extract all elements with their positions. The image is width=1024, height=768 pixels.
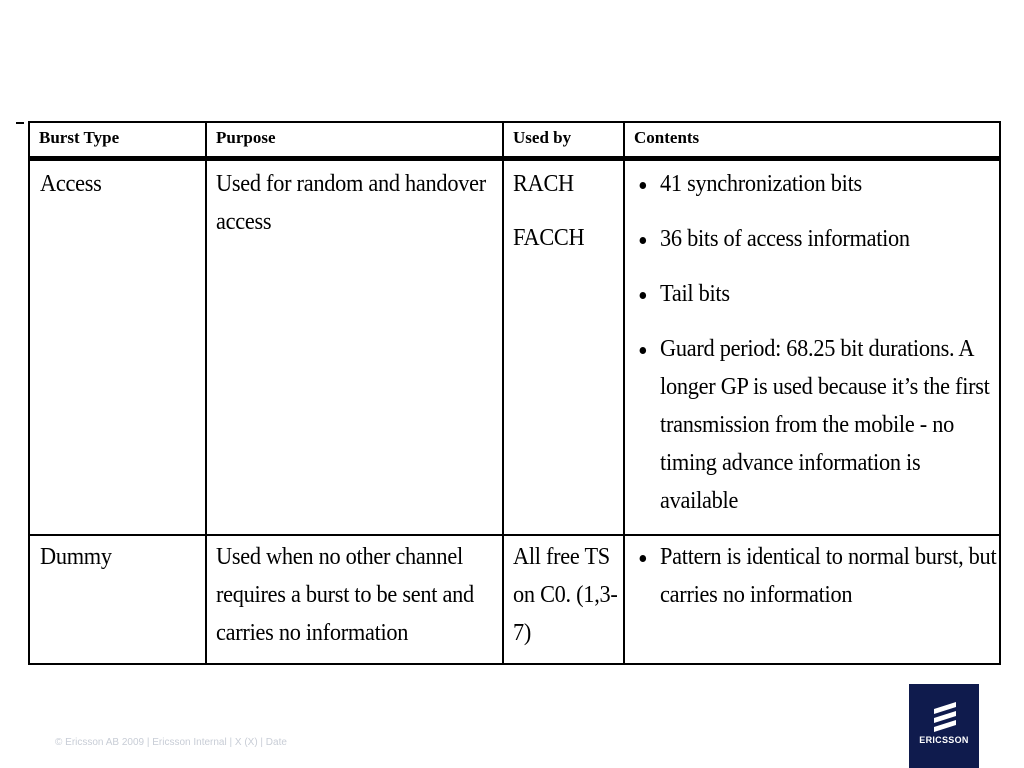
column-divider: [205, 123, 207, 663]
row-dummy-burst-type: Dummy: [40, 544, 112, 570]
used-by-item: RACH: [513, 171, 574, 197]
contents-bullet: 41 synchronization bits: [634, 165, 997, 203]
contents-bullet-list: [634, 165, 997, 520]
row-dummy-contents: [634, 538, 997, 631]
header-burst-type: Burst Type: [39, 128, 120, 147]
ericsson-logo: [909, 684, 979, 768]
used-by-item: FACCH: [513, 225, 585, 251]
column-divider: [502, 123, 504, 663]
contents-bullet: Tail bits: [634, 275, 997, 313]
contents-bullet: 36 bits of access information: [634, 220, 997, 258]
contents-bullet-list: [634, 538, 997, 614]
slide-footer: © Ericsson AB 2009 | Ericsson Internal | X (X) | Date: [55, 737, 287, 748]
contents-bullet: Pattern is identical to normal burst, but carries no information: [634, 538, 997, 614]
table-header-row: [30, 123, 999, 158]
row-dummy-used-by: All free TS on C0. (1,3-7): [513, 544, 618, 646]
header-divider: [30, 158, 999, 161]
header-contents: Contents: [634, 128, 700, 147]
contents-bullet: Guard period: 68.25 bit durations. A longer GP is used because it’s the first transmission from the mobile - no timing advance information is available: [634, 330, 997, 520]
logo-wordmark: ERICSSON: [919, 735, 969, 745]
row-dummy-purpose: Used when no other channel requires a burst to be sent and carries no information: [216, 544, 474, 646]
ericsson-mark-icon: [931, 700, 959, 732]
header-purpose: Purpose: [216, 128, 276, 147]
header-used-by: Used by: [513, 128, 572, 147]
row-access-contents: [634, 165, 997, 537]
row-access-purpose: Used for random and handover access: [216, 171, 486, 235]
burst-type-table: [28, 121, 1001, 665]
row-access-burst-type: Access: [40, 171, 102, 197]
slide-dash-mark: [16, 122, 24, 124]
row-access-used-by: [513, 165, 625, 257]
